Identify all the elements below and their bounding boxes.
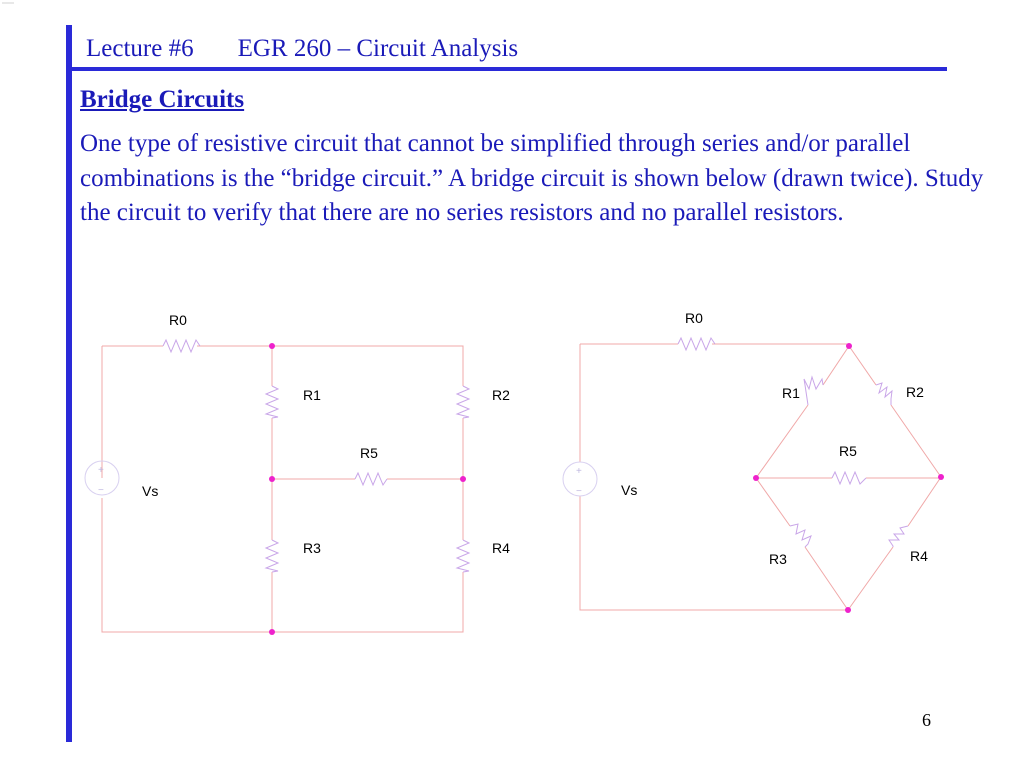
left-node-mid-left <box>269 476 275 482</box>
right-label-r1: R1 <box>782 385 800 401</box>
right-r3-resistor <box>790 524 811 547</box>
right-r5-resistor <box>832 472 866 484</box>
right-wire-left <box>580 344 848 610</box>
right-label-r3: R3 <box>769 551 787 567</box>
left-label-r0: R0 <box>169 312 187 328</box>
left-r2-resistor <box>457 386 469 418</box>
right-r4-resistor <box>889 526 908 547</box>
right-bridge-circuit <box>563 310 944 613</box>
left-label-r5: R5 <box>360 445 378 461</box>
right-wire-r4-branch <box>848 477 941 610</box>
right-source-minus: − <box>576 486 582 497</box>
course-title: EGR 260 – Circuit Analysis <box>237 35 519 62</box>
right-wire-r3-branch <box>756 478 848 610</box>
left-node-top <box>269 343 275 349</box>
right-label-r4: R4 <box>910 548 928 564</box>
left-label-r2: R2 <box>492 387 510 403</box>
right-label-r5: R5 <box>839 443 857 459</box>
left-node-bottom <box>269 629 275 635</box>
left-label-r1: R1 <box>303 387 321 403</box>
left-bridge-circuit <box>85 312 510 635</box>
left-node-mid-right <box>460 476 466 482</box>
right-node-top <box>846 343 852 349</box>
right-wire-r1-branch <box>756 346 849 478</box>
left-source-minus: − <box>98 485 104 496</box>
right-label-r2: R2 <box>906 384 924 400</box>
body-paragraph: One type of resistive circuit that cannot be simplified through series and/or parallel combinations is the “bridge circuit.” A bridge circuit is shown below (drawn twice). Study the circuit to verify that there are no series resistors and no parallel resistors. <box>80 130 984 226</box>
lecture-number: Lecture #6 <box>86 35 194 62</box>
left-source-plus: + <box>98 465 104 476</box>
right-r0-resistor <box>678 338 715 350</box>
left-r0-resistor <box>163 340 200 352</box>
right-wire-r2-branch <box>849 346 941 477</box>
right-label-r0: R0 <box>685 310 703 326</box>
section-title: Bridge Circuits <box>80 86 245 113</box>
left-r4-resistor <box>457 540 469 572</box>
right-r1-resistor <box>804 377 823 405</box>
right-node-right <box>938 474 944 480</box>
page-number: 6 <box>922 710 931 730</box>
left-label-vs: Vs <box>142 483 159 499</box>
right-r2-resistor <box>876 383 892 405</box>
right-node-left <box>753 475 759 481</box>
right-label-vs: Vs <box>621 482 638 498</box>
left-label-r3: R3 <box>303 540 321 556</box>
left-r5-resistor <box>355 473 387 485</box>
left-r3-resistor <box>266 540 278 572</box>
right-node-bottom <box>845 607 851 613</box>
left-r1-resistor <box>266 386 278 418</box>
right-source-plus: + <box>576 466 582 477</box>
left-label-r4: R4 <box>492 540 510 556</box>
